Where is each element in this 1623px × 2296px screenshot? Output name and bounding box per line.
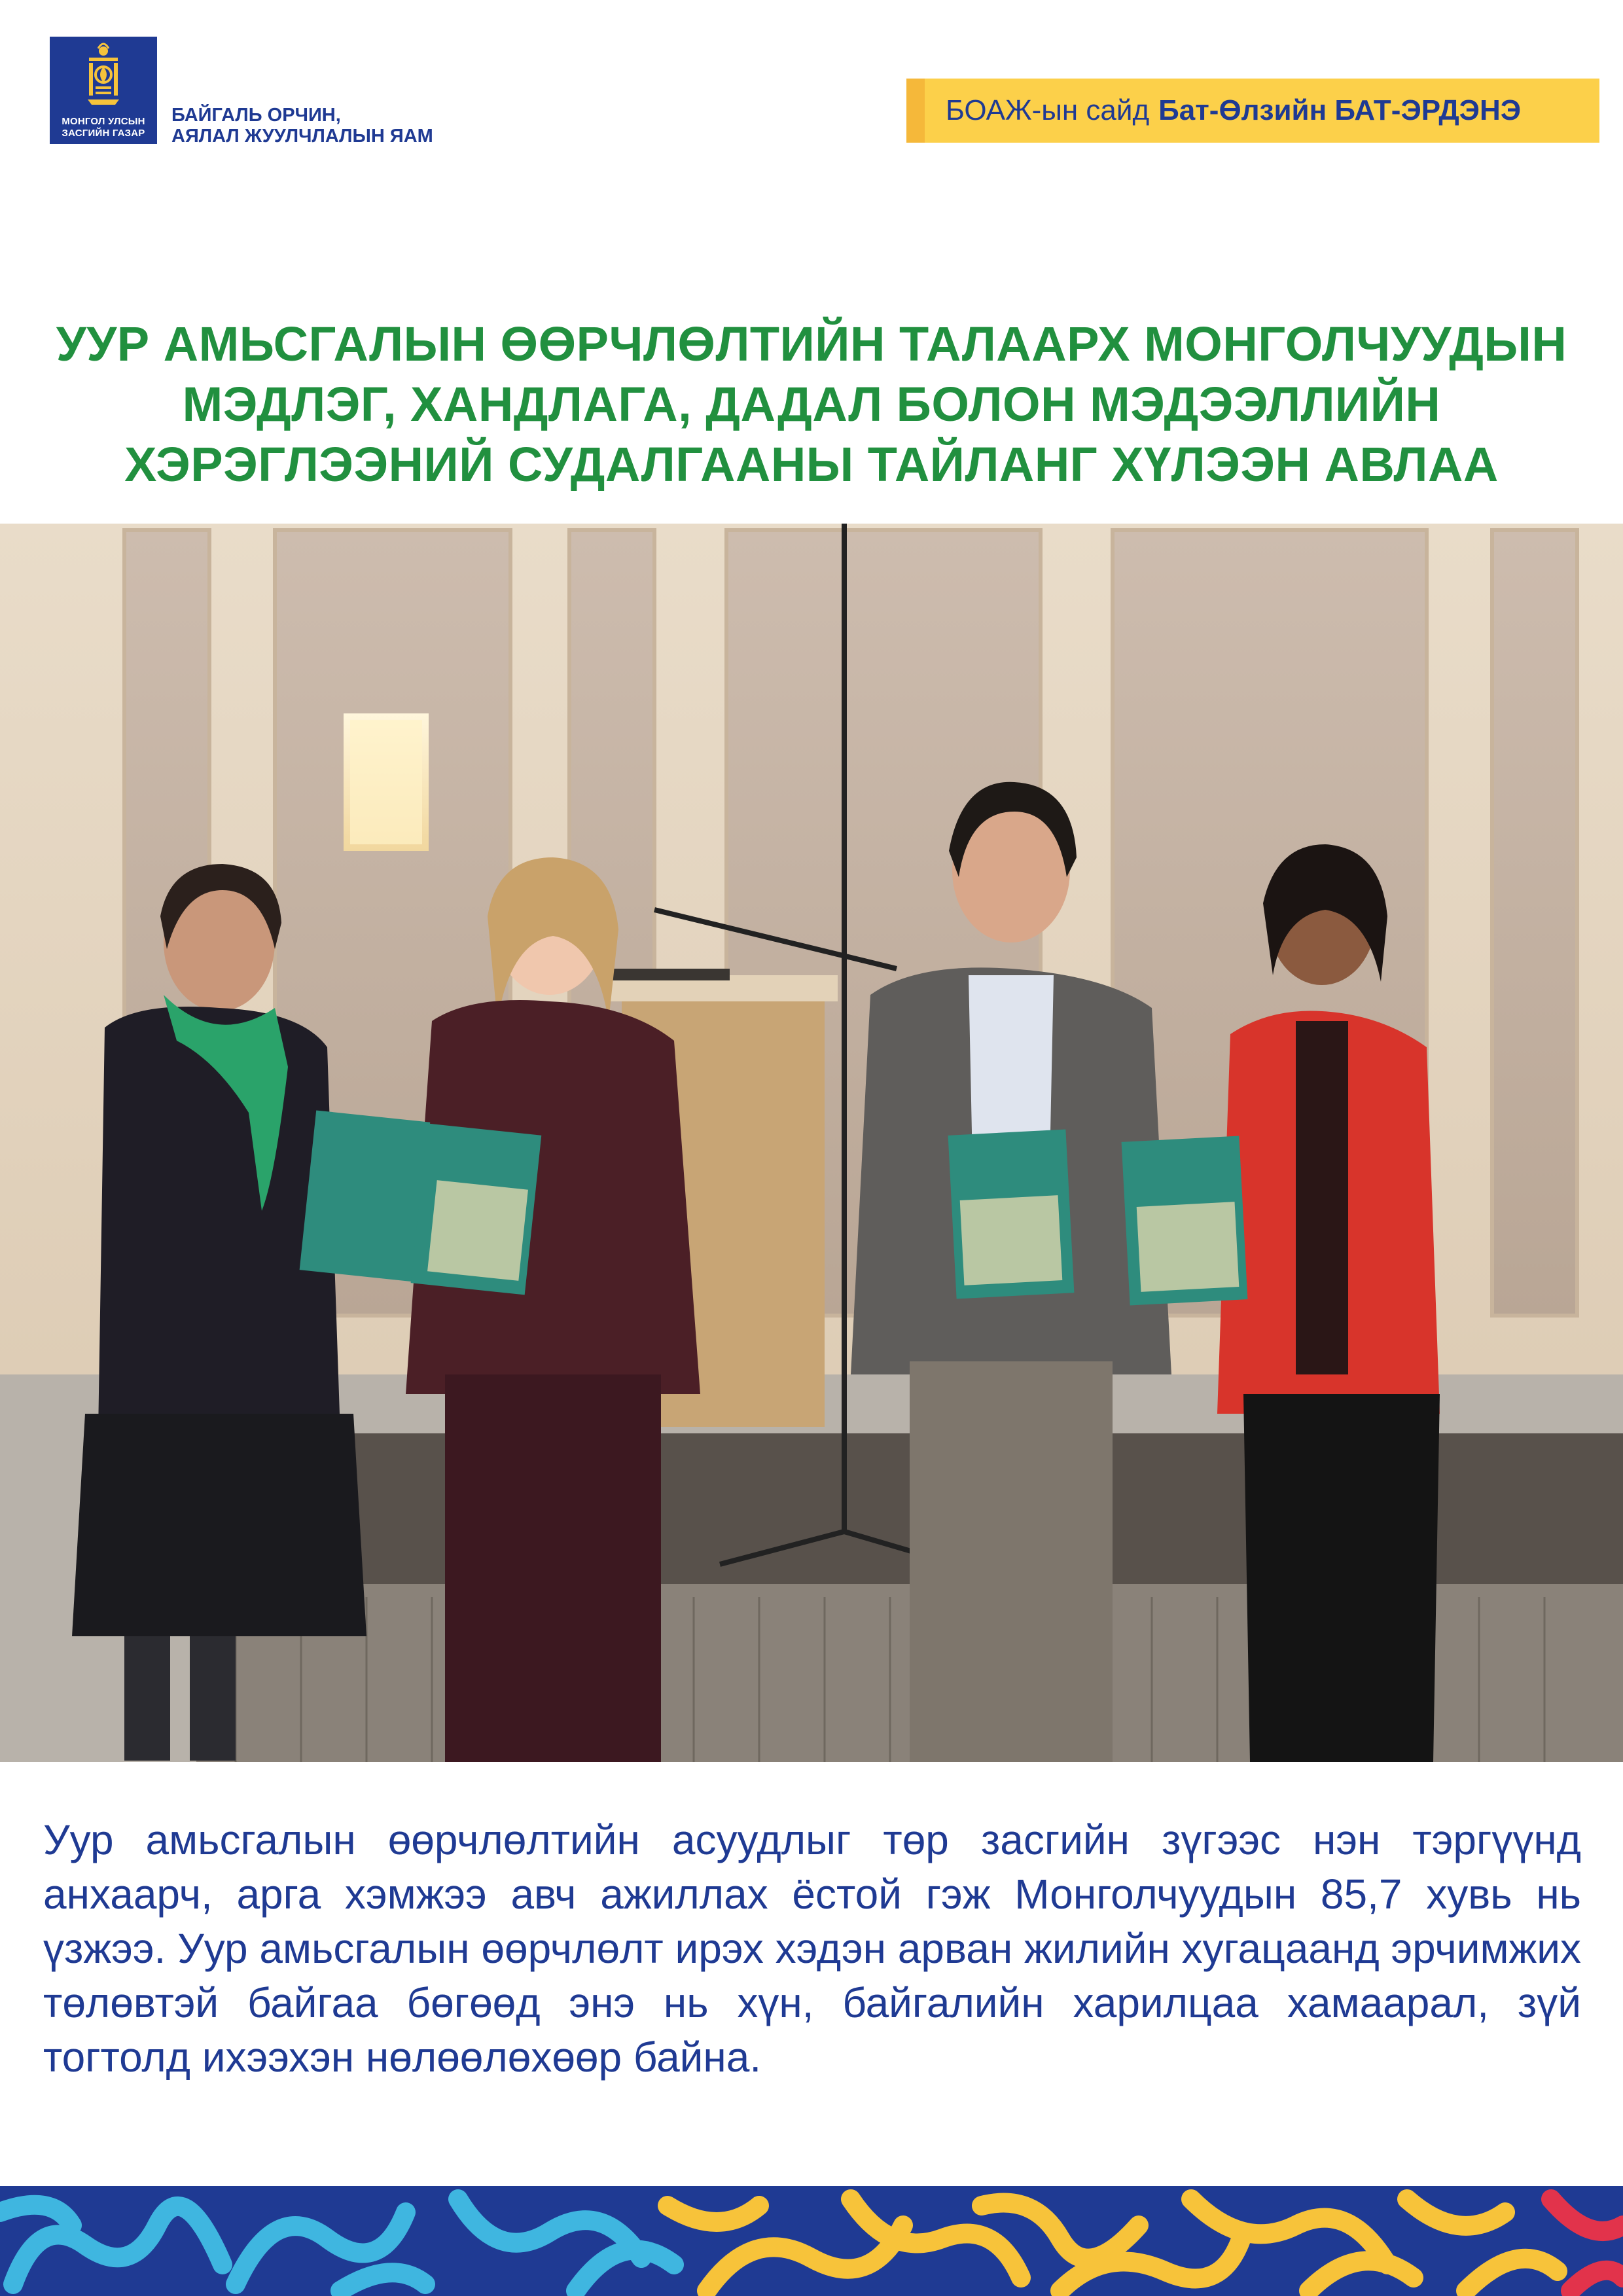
event-photo: [0, 524, 1623, 1762]
emblem-caption-line1: МОНГОЛ УЛСЫН: [62, 116, 145, 127]
event-photo-illustration: [0, 524, 1623, 1762]
ministry-name-line2: АЯЛАЛ ЖУУЛЧЛАЛЫН ЯАМ: [171, 126, 433, 147]
pattern-ornament-icon: [0, 2186, 1623, 2296]
byline-text: [946, 94, 1521, 127]
government-emblem: [50, 37, 157, 144]
title-line1: УУР АМЬСГАЛЫН ӨӨРЧЛӨЛТИЙН ТАЛААРХ МОНГОЛЧУУДЫН: [56, 317, 1567, 371]
byline-accent-bar: [906, 79, 925, 143]
byline-name: Бат-Өлзийн БАТ-ЭРДЭНЭ: [1158, 94, 1522, 126]
title-line3: ХЭРЭГЛЭЭНИЙ СУДАЛГААНЫ ТАЙЛАНГ ХҮЛЭЭН АВЛАА: [124, 437, 1499, 492]
title-line2: МЭДЛЭГ, ХАНДЛАГА, ДАДАЛ БОЛОН МЭДЭЭЛЛИЙН: [182, 377, 1441, 431]
decorative-footer-pattern: [0, 2186, 1623, 2296]
byline-label: БОАЖ-ын сайд: [946, 94, 1150, 126]
minister-byline: [906, 79, 1599, 143]
soyombo-emblem-icon: [50, 37, 157, 115]
ministry-name: [171, 105, 433, 147]
emblem-caption-line2: ЗАСГИЙН ГАЗАР: [62, 128, 145, 139]
ministry-name-line1: БАЙГАЛЬ ОРЧИН,: [171, 105, 341, 126]
body-paragraph: Уур амьсгалын өөрчлөлтийн асуудлыг төр засгийн зүгээс нэн тэргүүнд анхаарч, арга хэмжээ авч ажиллах ёстой гэж Монголчуудын 85,7 хувь нь үзжээ. Уур амьсгалын өөрчлөлт ирэх хэдэн арван жилийн хугацаанд эрчимжих төлөвтэй байгаа бөгөөд энэ нь хүн, байгалийн харилцаа хамаарал, зүй тогтолд ихээхэн нөлөөлөхөөр байна.: [43, 1816, 1581, 2081]
page-title: [46, 314, 1577, 495]
